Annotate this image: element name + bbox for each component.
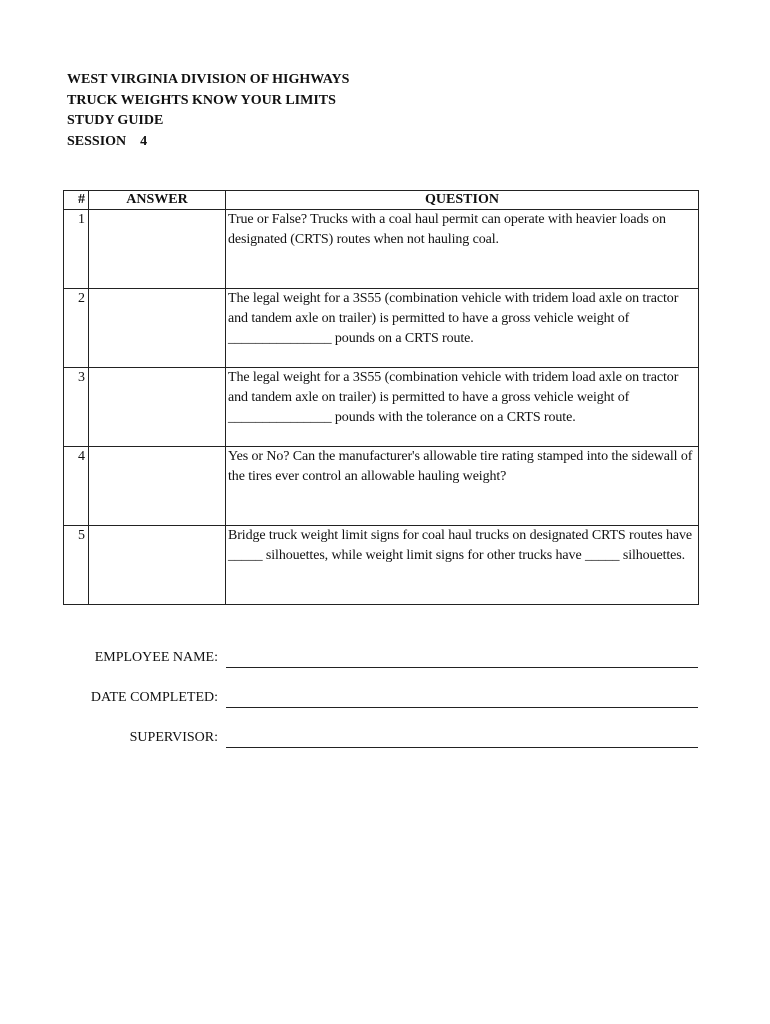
- table-row: [64, 368, 699, 447]
- employee-name-row: [60, 646, 700, 668]
- supervisor-row: [60, 726, 700, 748]
- employee-name-label: EMPLOYEE NAME:: [94, 650, 218, 665]
- answer-cell[interactable]: [89, 526, 226, 605]
- question-text: Yes or No? Can the manufacturer's allowable tire rating stamped into the sidewall of the tires ever control an allowable hauling weight?: [226, 447, 699, 526]
- question-number: 3: [64, 368, 89, 447]
- question-number: 5: [64, 526, 89, 605]
- question-text: True or False? Trucks with a coal haul permit can operate with heavier loads on designated (CRTS) routes when not hauling coal.: [226, 210, 699, 289]
- answer-cell[interactable]: [89, 210, 226, 289]
- header-title: TRUCK WEIGHTS KNOW YOUR LIMITS: [67, 92, 336, 108]
- question-text: The legal weight for a 3S55 (combination vehicle with tridem load axle on tractor and tandem axle on trailer) is permitted to have a gross vehicle weight of _______________ pounds with the tolerance on a CRTS route.: [226, 368, 699, 447]
- column-header-number: #: [64, 191, 89, 210]
- answer-cell[interactable]: [89, 368, 226, 447]
- column-header-question: QUESTION: [226, 191, 699, 210]
- answer-cell[interactable]: [89, 289, 226, 368]
- question-text: The legal weight for a 3S55 (combination vehicle with tridem load axle on tractor and tandem axle on trailer) is permitted to have a gross vehicle weight of _______________ pounds on a CRTS route.: [226, 289, 699, 368]
- question-number: 2: [64, 289, 89, 368]
- question-number: 1: [64, 210, 89, 289]
- employee-name-field[interactable]: [226, 667, 698, 668]
- table-row: [64, 526, 699, 605]
- answer-cell[interactable]: [89, 447, 226, 526]
- date-completed-row: [60, 686, 700, 708]
- table-row: [64, 210, 699, 289]
- study-guide-table: [63, 190, 699, 605]
- table-row: [64, 289, 699, 368]
- table-row: [64, 447, 699, 526]
- question-number: 4: [64, 447, 89, 526]
- header-subtitle: STUDY GUIDE: [67, 113, 164, 128]
- document-header: [67, 70, 349, 152]
- header-session: SESSION 4: [67, 133, 148, 149]
- column-header-answer: ANSWER: [89, 191, 226, 210]
- date-completed-field[interactable]: [226, 707, 698, 708]
- supervisor-label: SUPERVISOR:: [129, 730, 218, 745]
- header-agency: WEST VIRGINIA DIVISION OF HIGHWAYS: [67, 72, 350, 87]
- question-text: Bridge truck weight limit signs for coal haul trucks on designated CRTS routes have _____ silhouettes, while weight limit signs for other trucks have _____ silhouettes.: [226, 526, 699, 605]
- supervisor-field[interactable]: [226, 747, 698, 748]
- date-completed-label: DATE COMPLETED:: [90, 690, 218, 705]
- table-header-row: [64, 191, 699, 210]
